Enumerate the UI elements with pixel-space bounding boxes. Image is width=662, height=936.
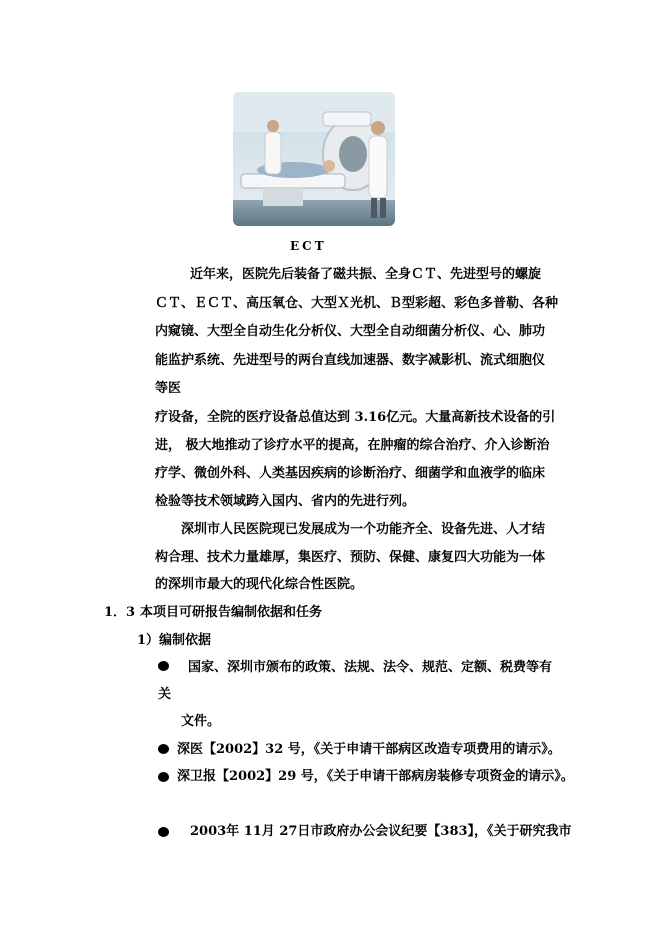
paragraph-line: 内窥镜、大型全自动生化分析仪、大型全自动细菌分析仪、心、肺功 — [155, 324, 546, 339]
paragraph-line: 进， 极大地推动了诊疗水平的提高，在肿瘤的综合治疗、介入诊断治 — [155, 438, 550, 453]
bullet-text: 国家、深圳市颁布的政策、法规、法令、规范、定额、税费等有 — [188, 660, 553, 675]
bullet-text: 深卫报【2002】29 号，《关于申请干部病房装修专项资金的请示》。 — [177, 769, 574, 784]
paragraph-line: 近年来，医院先后装备了磁共振、全身ＣＴ、先进型号的螺旋 — [190, 267, 542, 282]
bullet-icon — [158, 661, 169, 671]
bullet-icon — [158, 772, 169, 782]
figure-caption: ECT — [290, 239, 327, 253]
bullet-icon — [158, 744, 169, 754]
paragraph-line: 深圳市人民医院现已发展成为一个功能齐全、设备先进、人才结 — [181, 522, 546, 537]
section-number: 1．3 — [104, 605, 136, 620]
bullet-text: 2003年 11月 27日市政府办公会议纪要【383】，《关于研究我市 — [190, 824, 572, 839]
paragraph-line: 检验等技术领域跨入国内、省内的先进行列。 — [155, 494, 416, 509]
section-title: 本项目可研报告编制依据和任务 — [140, 605, 323, 620]
subsection-title: 1）编制依据 — [137, 633, 212, 648]
paragraph-line: 疗设备，全院的医疗设备总值达到 3.16亿元。大量高新技术设备的引 — [155, 410, 556, 425]
paragraph-line: ＣＴ、ＥＣＴ、高压氧仓、大型Ｘ光机、Ｂ型彩超、彩色多普勒、各种 — [155, 296, 559, 311]
bullet-text: 文件。 — [181, 714, 221, 729]
paragraph-line: 等医 — [155, 381, 182, 396]
ect-scanner-illustration — [233, 92, 395, 226]
paragraph-line: 的深圳市最大的现代化综合性医院。 — [155, 577, 364, 592]
bullet-text: 深医【2002】32 号，《关于申请干部病区改造专项费用的请示》。 — [177, 742, 561, 757]
bullet-icon — [158, 827, 169, 837]
paragraph-line: 构合理、技术力量雄厚，集医疗、预防、保健、康复四大功能为一体 — [155, 550, 546, 565]
ect-photo — [233, 92, 395, 226]
paragraph-line: 疗学、微创外科、人类基因疾病的诊断治疗、细菌学和血液学的临床 — [155, 466, 546, 481]
bullet-text: 关 — [158, 687, 172, 702]
paragraph-line: 能监护系统、先进型号的两台直线加速器、数字减影机、流式细胞仪 — [155, 353, 546, 368]
